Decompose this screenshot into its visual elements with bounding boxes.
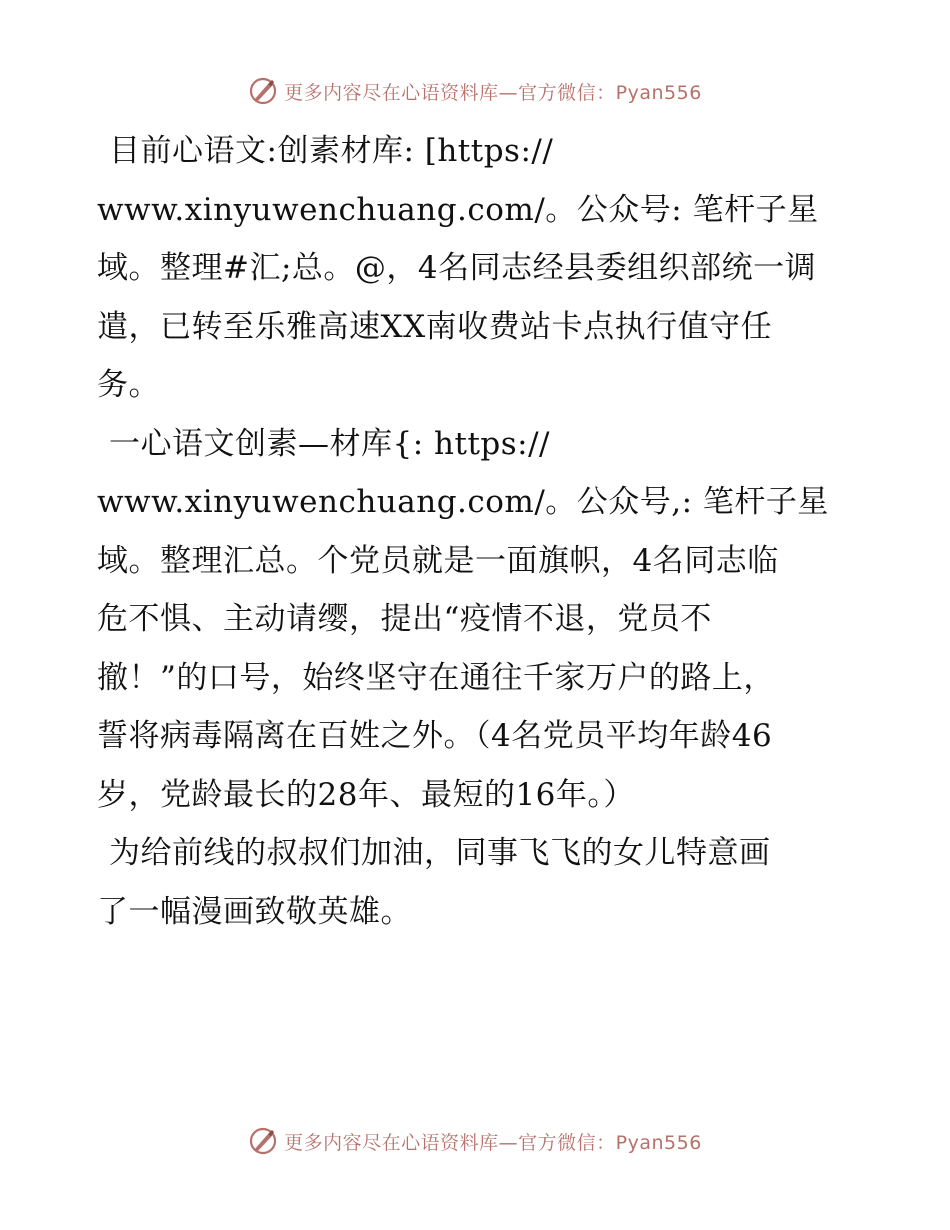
pen-logo-icon	[248, 1126, 278, 1156]
document-body	[97, 122, 867, 941]
text-line: 为给前线的叔叔们加油，同事飞飞的女儿特意画	[109, 835, 771, 871]
text-line: www.xinyuwenchuang.com/。公众号,: 笔杆子星	[97, 484, 829, 520]
text-line: 目前心语文:创素材库: [https://	[109, 133, 554, 169]
text-line: 遣，已转至乐雅高速XX南收费站卡点执行值守任	[97, 308, 773, 345]
text-line: 岁，党龄最长的28年、最短的16年。）	[97, 776, 635, 813]
text-line: 誓将病毒隔离在百姓之外。（4名党员平均年龄46	[97, 718, 773, 754]
header-banner-text: 更多内容尽在心语资料库—官方微信：Pyan556	[284, 81, 702, 104]
text-line: 一心语文创素—材库{: https://	[109, 425, 550, 462]
text-line: www.xinyuwenchuang.com/。公众号: 笔杆子星	[97, 191, 819, 228]
paragraph-2	[97, 415, 867, 825]
text-line: 撤！”的口号，始终坚守在通往千家万户的路上，	[97, 659, 775, 696]
header-banner	[0, 71, 950, 111]
paragraph-1	[97, 122, 867, 415]
text-line: 危不惧、主动请缨，提出“疫情不退，党员不	[97, 601, 712, 637]
footer-banner	[0, 1121, 950, 1161]
paragraph-3	[97, 824, 867, 941]
footer-banner-text: 更多内容尽在心语资料库—官方微信：Pyan556	[284, 1131, 702, 1154]
text-line: 了一幅漫画致敬英雄。	[97, 893, 412, 930]
pen-logo-icon	[248, 76, 278, 106]
text-line: 域。整理汇总。个党员就是一面旗帜，4名同志临	[97, 542, 779, 579]
text-line: 域。整理#汇;总。@，4名同志经县委组织部统一调	[97, 250, 817, 286]
text-line: 务。	[97, 367, 160, 403]
